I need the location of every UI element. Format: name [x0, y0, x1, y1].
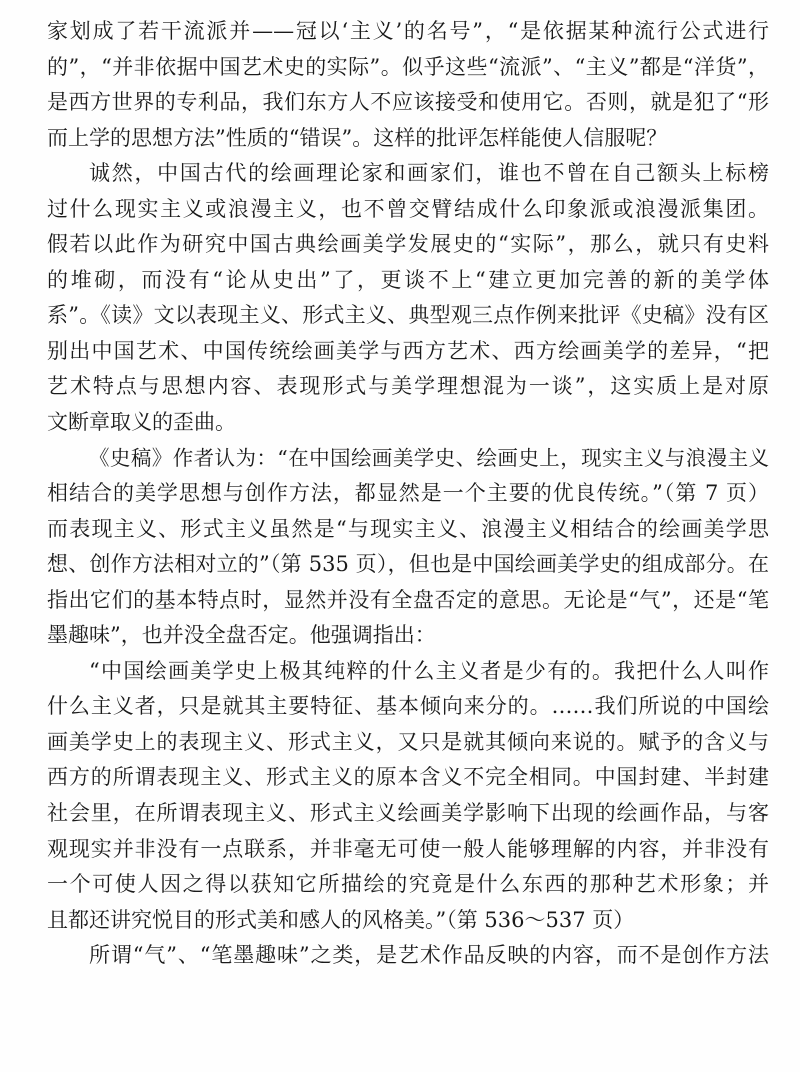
- text-line-18: 墨趣味”，也并没全盘否定。他强调指出：: [47, 623, 436, 648]
- text-line-19: “中国绘画美学史上极其纯粹的什么主义者是少有的。我把什么人叫作: [89, 658, 769, 683]
- text-line-7: 假若以此作为研究中国古典绘画美学发展史的“实际”，那么，就只有史料: [47, 232, 769, 257]
- text-line-13: 《史稿》作者认为：“在中国绘画美学史、绘画史上，现实主义与浪漫主义: [89, 445, 769, 470]
- text-line-21: 画美学史上的表现主义、形式主义，又只是就其倾向来说的。赋予的含义与: [47, 729, 769, 754]
- text-line-20: 什么主义者，只是就其主要特征、基本倾向来分的。……我们所说的中国绘: [47, 694, 769, 719]
- text-line-1: 家划成了若干流派并——冠以‘主义’的名号”，“是依据某种流行公式进行: [47, 19, 769, 43]
- text-line-11: 艺术特点与思想内容、表现形式与美学理想混为一谈”，这实质上是对原: [47, 374, 769, 399]
- text-line-25: 一个可使人因之得以获知它所描绘的究竟是什么东西的那种艺术形象；并: [47, 872, 769, 897]
- body-text: [47, 14, 769, 974]
- text-line-5: 诚然，中国古代的绘画理论家和画家们，谁也不曾在自己额头上标榜: [89, 161, 769, 186]
- text-line-6: 过什么现实主义或浪漫主义，也不曾交臂结成什么印象派或浪漫派集团。: [47, 196, 769, 221]
- text-line-14: 相结合的美学思想与创作方法，都显然是一个主要的优良传统。”（第 7 页）: [47, 481, 769, 506]
- text-line-27: 所谓“气”、“笔墨趣味”之类，是艺术作品反映的内容，而不是创作方法: [89, 943, 769, 968]
- text-line-22: 西方的所谓表现主义、形式主义的原本含义不完全相同。中国封建、半封建: [47, 765, 769, 790]
- text-line-9: 系”。《读》文以表现主义、形式主义、典型观三点作例来批评《史稿》没有区: [47, 303, 769, 328]
- text-line-10: 别出中国艺术、中国传统绘画美学与西方艺术、西方绘画美学的差异，“把: [47, 338, 769, 363]
- text-line-3: 是西方世界的专利品，我们东方人不应该接受和使用它。否则，就是犯了“形: [47, 90, 769, 115]
- text-line-16: 想、创作方法相对立的”（第 535 页），但也是中国绘画美学史的组成部分。在: [47, 552, 769, 577]
- text-line-26: 且都还讲究悦目的形式美和感人的风格美。”（第 536～537 页）: [47, 907, 635, 932]
- text-line-17: 指出它们的基本特点时，显然并没有全盘否定的意思。无论是“气”，还是“笔: [47, 587, 769, 612]
- text-line-23: 社会里，在所谓表现主义、形式主义绘画美学影响下出现的绘画作品，与客: [47, 801, 769, 826]
- text-line-15: 而表现主义、形式主义虽然是“与现实主义、浪漫主义相结合的绘画美学思: [47, 516, 769, 541]
- text-line-24: 观现实并非没有一点联系，并非毫无可使一般人能够理解的内容，并非没有: [47, 836, 769, 861]
- text-line-8: 的堆砌，而没有“论从史出”了，更谈不上“建立更加完善的新的美学体: [47, 267, 769, 292]
- text-line-4: 而上学的思想方法”性质的“错误”。这样的批评怎样能使人信服呢？: [47, 125, 668, 150]
- text-line-12: 文断章取义的歪曲。: [47, 410, 236, 435]
- text-line-2: 的”，“并非依据中国艺术史的实际”。似乎这些“流派”、“主义”都是“洋货”，: [47, 54, 769, 79]
